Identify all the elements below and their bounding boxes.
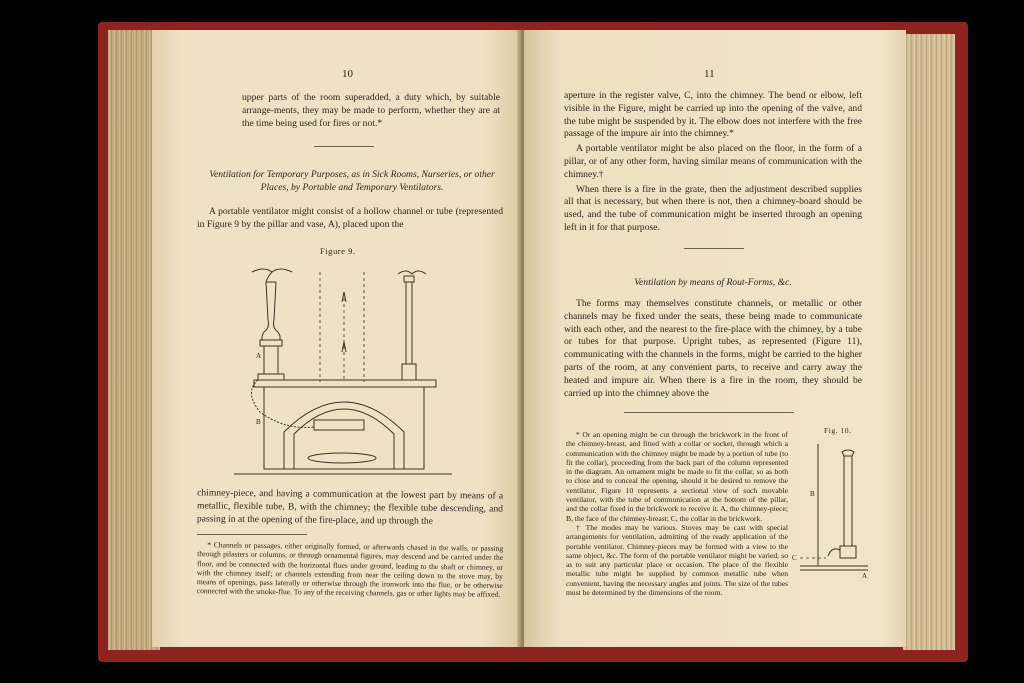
continuation-paragraph — [197, 486, 503, 530]
footnote-rule — [197, 534, 307, 535]
intro-paragraph — [197, 206, 503, 234]
footnotes — [566, 430, 788, 597]
figure-label-a: A — [256, 352, 262, 360]
divider — [314, 146, 374, 147]
paragraph: chimney-piece, and having a communication at the lowest part by means of a metallic, flexible tube, B, with the chimney; the flexible tube descending, and passing in at the opening of the fire-place, and up through the — [196, 487, 504, 527]
figure-label-b: B — [256, 418, 261, 426]
footnote-rule — [624, 412, 794, 413]
figure-caption: Figure 9. — [320, 246, 356, 256]
divider — [684, 248, 744, 249]
figure-caption: Fig. 10. — [824, 426, 852, 435]
top-paragraph — [242, 92, 500, 132]
footnote-text: † The modes may be various. Stoves may be cast with special arrangements for ventilation, admitting of the ready application of the portable ventilator. Chimney-pieces may be formed with a view to the same object, &c. The form of the portable ventilator might be varied, so as to suit any particular place or occasion. The place of the flexible metallic tube might be supplied by common metallic tube when convenient, having the necessary angles and joints. The size of the tubes must be determined by the dimensions of the room. — [566, 522, 788, 598]
paragraph: aperture in the register valve, C, into the chimney. The bend or elbow, left visible in the Figure, might be carried up into the opening of the valve, and the tube might be suspended by it. The elbow does not interfere with the free passage of the impure air into the chimney.* — [564, 90, 862, 140]
paragraph: A portable ventilator might be also placed on the floor, in the form of a pillar, or of any other form, having similar means of communication with the chimney.† — [564, 143, 862, 180]
paragraph: When there is a fire in the grate, then the adjustment described supplies all that is necessary, but when there is not, then a chimney-board should be used, and the tube of communication might be inserted through an opening left in it for that purpose. — [564, 183, 862, 233]
right-page — [524, 30, 906, 647]
figure-label-b: B — [810, 490, 815, 498]
upper-paragraphs — [564, 90, 862, 237]
figure-label-c: C — [792, 554, 797, 562]
page-number: 11 — [704, 68, 715, 80]
footnote — [197, 540, 504, 600]
left-page — [152, 30, 522, 647]
page-edges-right — [903, 34, 955, 650]
figure-9-illustration — [234, 262, 454, 480]
paragraph: The forms may themselves constitute channels, or metallic or other channels may be fixed under the seats, these being made to communicate with each other, and the nearest to the fire-place with the chimney, by a tube or tubes for that purpose. Upright tubes, as represented (Figure 11), communicating with the channels in the forms, might be carried to the higher parts of the room, at any convenient parts, to receive and carry away the heated and impure air. When there is a fire in the room, they should be carried up into the chimney above the — [564, 298, 862, 399]
section-heading: Ventilation for Temporary Purposes, as in Sick Rooms, Nurseries, or other Places, by Portable and Temporary Ventilators. — [209, 169, 495, 193]
figure-10-illustration — [792, 438, 882, 578]
figure-label-a: A — [862, 572, 868, 578]
section-heading: Ventilation by means of Rout-Forms, &c. — [634, 277, 792, 288]
footnote-text: * Channels or passages, either originally formed, or afterwards chased in the walls, or passing through pilasters or columns, or through ornamental figures, may descend and be carried under the floor, and be connected with the horizontal flues under ground, leading to the shaft or chimney, or with the chimney itself; or channels extending from near the ceiling down to the stove may, by means of openings, pass laterally or otherwise through the ironwork into the flue, or be otherwise connected with the smoke-flue. To any of the receiving channels, gas or other lights may be affixed. — [196, 540, 504, 600]
footnote-text: * Or an opening might be cut through the brickwork in the front of the chimney-breast, and fitted with a collar or socket, through which a communication with the chimney might be made by a portion of tube (to fit the collar), proceeding from the back part of the column represented in the diagram. An ornament might be made to fit the collar, so as both to close and to conceal the opening, should it be desired to remove the ventilator. Figure 10 represents a sectional view of such movable ventilator, with the tube of communication at the bottom of the pillar, and the collar fixed in the brickwork to receive it. A, the chimney-piece; B, the face of the chimney-breast; C, the collar in the brickwork. — [566, 430, 788, 523]
rout-forms-paragraph — [564, 298, 862, 402]
paragraph: A portable ventilator might consist of a hollow channel or tube (represented in Figure 9 by the pillar and vase, A), placed upon the — [197, 206, 503, 230]
page-number: 10 — [342, 68, 353, 80]
paragraph: upper parts of the room superadded, a duty which, by suitable arrange-ments, they may be made to perform, whether they are at the time being used for fires or not.* — [242, 92, 500, 129]
